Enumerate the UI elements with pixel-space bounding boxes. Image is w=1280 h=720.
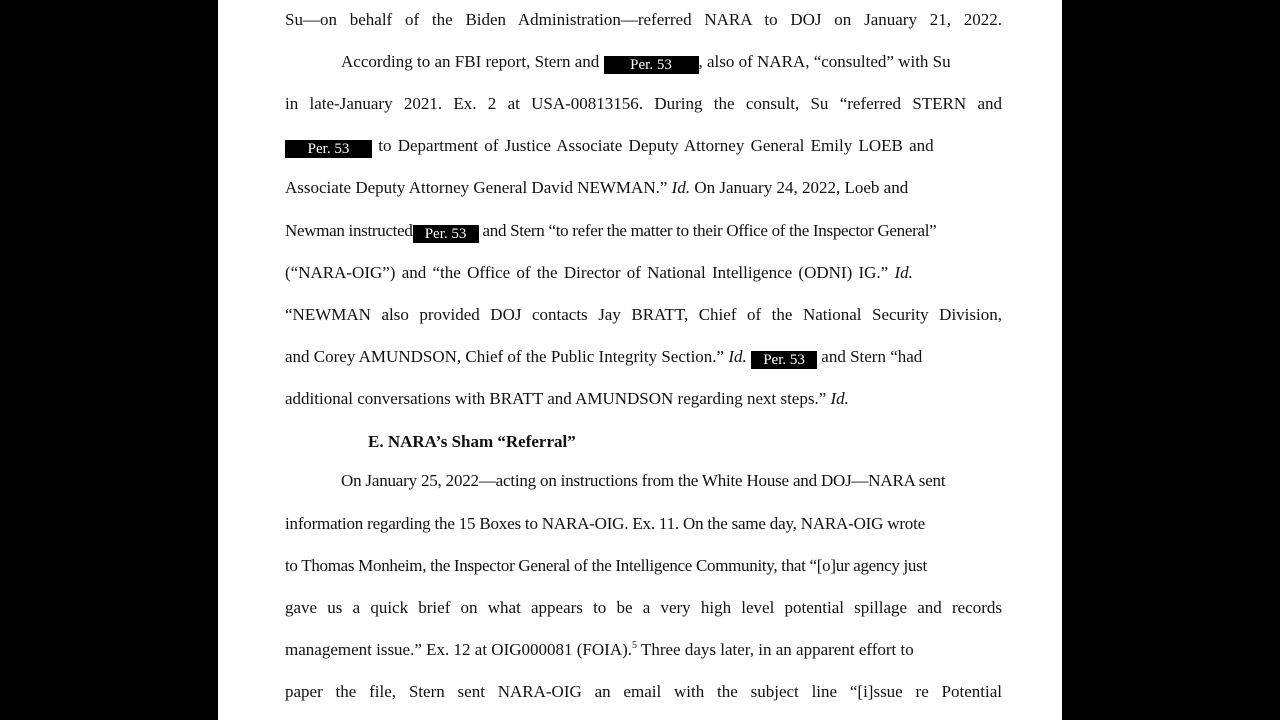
redaction-box: Per. 53 [285,140,372,158]
text-line: paper the file, Stern sent NARA-OIG an email with the subject line “[i]ssue re Potential [285,682,1002,701]
text-line: Associate Deputy Attorney General David NEWMAN.” Id. On January 24, 2022, Loeb and [285,178,909,197]
text-line: additional conversations with BRATT and AMUNDSON regarding next steps.” Id. [285,389,849,408]
text-line: Newman instructed Per. 53 and Stern “to refer the matter to their Office of the Inspector General” [285,221,937,242]
text-line: gave us a quick brief on what appears to be a very high level potential spillage and records [285,598,1002,617]
text-line: information regarding the 15 Boxes to NARA-OIG. Ex. 11. On the same day, NARA-OIG wrote [285,514,925,533]
text-line: in late-January 2021. Ex. 2 at USA-00813156. During the consult, Su “referred STERN and [285,94,1002,113]
text-line: According to an FBI report, Stern and Per. 53 , also of NARA, “consulted” with Su [341,52,951,73]
text-line: (“NARA-OIG”) and “the Office of the Director of National Intelligence (ODNI) IG.” Id. [285,263,913,282]
text-line: and Corey AMUNDSON, Chief of the Public Integrity Section.” Id. Per. 53 and Stern “had [285,347,923,368]
text-line: “NEWMAN also provided DOJ contacts Jay BRATT, Chief of the National Security Division, [285,305,1002,324]
text-line: management issue.” Ex. 12 at OIG000081 (FOIA).$^5$ Three days later, in an apparent effort to [285,640,914,659]
text-line: to Thomas Monheim, the Inspector General of the Intelligence Community, that “[o]ur agency just [285,556,927,575]
document-page [218,0,1062,720]
redaction-box: Per. 53 [413,225,479,243]
text-line: Per. 53 to Department of Justice Associate Deputy Attorney General Emily LOEB and [285,136,1002,158]
text-line: On January 25, 2022—acting on instructions from the White House and DOJ—NARA sent [341,471,946,490]
redaction-box: Per. 53 [751,351,817,369]
footnote-marker[interactable]: 5 [632,640,638,651]
text-line: Su—on behalf of the Biden Administration—referred NARA to DOJ on January 21, 2022. [285,10,1002,29]
redaction-box: Per. 53 [604,56,699,74]
section-heading: E. NARA’s Sham “Referral” [368,432,576,451]
